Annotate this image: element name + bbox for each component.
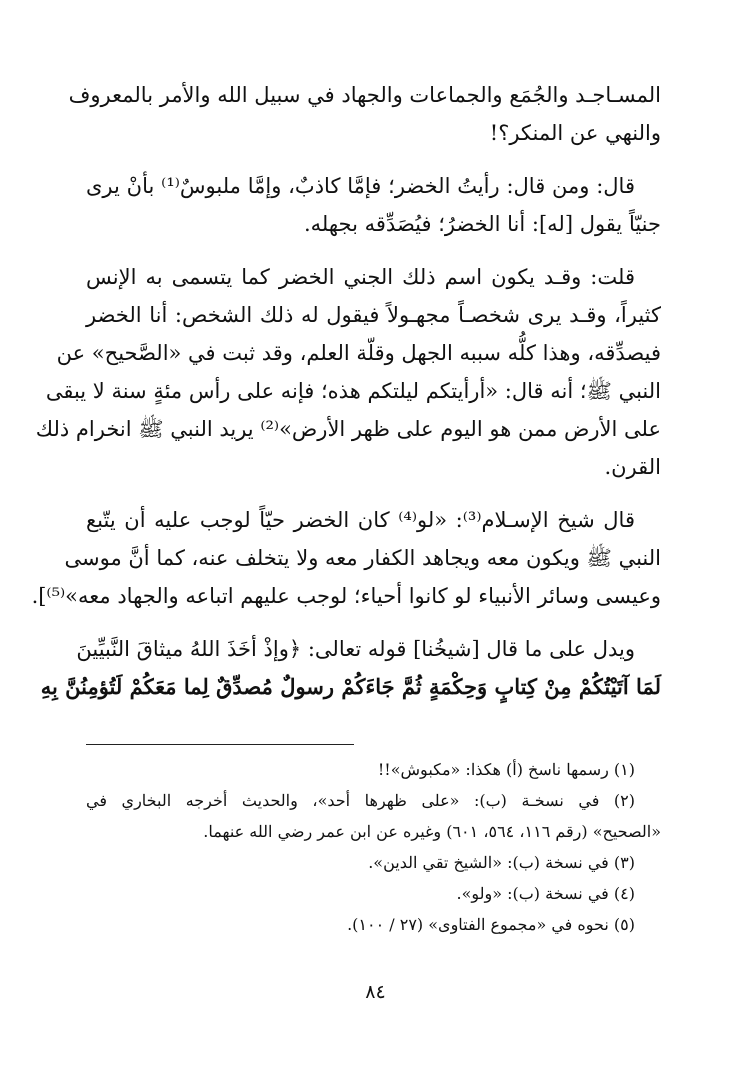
quran-verse-line: لَمَا آتَيْتُكُمْ مِنْ كِتابٍ وَحِكْمَةٍ ثُمَّ جَاءَكُمْ رسولٌ مُصدِّقٌ لِما مَعَكُمْ لَتُؤمِنُنَّ بِهِ — [40, 674, 661, 699]
text-line: قال: ومن قال: رأيتُ الخضر؛ فإمَّا كاذبٌ، وإمَّا ملبوسٌ⁽¹⁾ بأنْ يرى — [86, 174, 635, 198]
paragraph — [31, 501, 661, 615]
text-line: ويدل على ما قال [شيخُنا] قوله تعالى: ﴿وإذْ أخَذَ اللهُ ميثاقَ النَّبيِّينَ — [76, 637, 635, 661]
text-line: فيصدِّقه، وهذا كلُّه سببه الجهل وقلّة العلم، وقد ثبت في «الصَّحيح» عن — [56, 341, 661, 365]
footnote-separator — [86, 744, 354, 745]
footnotes — [86, 754, 661, 940]
text-line: وعيسى وسائر الأنبياء لو كانوا أحياء؛ لوجب عليهم اتباعه والجهاد معه»⁽⁵⁾]. — [31, 584, 661, 608]
text-line: المسـاجـد والجُمَع والجماعات والجهاد في سبيل الله والأمر بالمعروف — [68, 83, 661, 107]
footnote-continuation: «الصحيح» (رقم ١١٦، ٥٦٤، ٦٠١) وغيره عن ابن عمر رضي الله عنهما. — [203, 822, 661, 841]
text-line: النبي ﷺ ويكون معه ويجاهد الكفار معه ولا يتخلف عنه، كما أنَّ موسى — [64, 546, 661, 570]
footnote: (٤) في نسخة (ب): «ولو». — [456, 884, 635, 903]
footnote: (٥) نحوه في «مجموع الفتاوى» (٢٧ / ١٠٠). — [347, 915, 635, 934]
text-line: قلت: وقـد يكون اسم ذلك الجني الخضر كما يتسمى به الإنس — [86, 265, 635, 289]
paragraph — [35, 258, 661, 486]
paragraph — [86, 167, 661, 243]
text-line: والنهي عن المنكر؟! — [489, 121, 661, 145]
paragraph — [68, 76, 661, 152]
main-text — [31, 76, 661, 721]
text-line: قال شيخ الإسـلام⁽³⁾: «لو⁽⁴⁾ كان الخضر حيّاً لوجب عليه أن يتّبع — [86, 508, 635, 532]
page-number: ٨٤ — [365, 981, 386, 1003]
paragraph — [40, 630, 661, 706]
footnote: (٢) في نسخـة (ب): «على ظهرها أحد»، والحديث أخرجه البخاري في — [86, 791, 635, 810]
text-line: جنيّاً يقول [له]: أنا الخضرُ؛ فيُصَدِّقه بجهله. — [303, 212, 661, 236]
footnote: (١) رسمها ناسخ (أ) هكذا: «مكبوش»!! — [377, 760, 635, 779]
text-line: القرن. — [604, 455, 661, 479]
text-line: كثيراً، وقـد يرى شخصـاً مجهـولاً فيقول له ذلك الشخص: أنا الخضر — [86, 303, 661, 327]
text-line: النبي ﷺ؛ أنه قال: «أرأيتكم ليلتكم هذه؛ فإنه على رأس مئةٍ سنة لا يبقى — [45, 379, 661, 403]
text-line: على الأرض ممن هو اليوم على ظهر الأرض»⁽²⁾ يريد النبي ﷺ انخرام ذلك — [35, 417, 661, 441]
footnote: (٣) في نسخة (ب): «الشيخ تقي الدين». — [368, 853, 635, 872]
